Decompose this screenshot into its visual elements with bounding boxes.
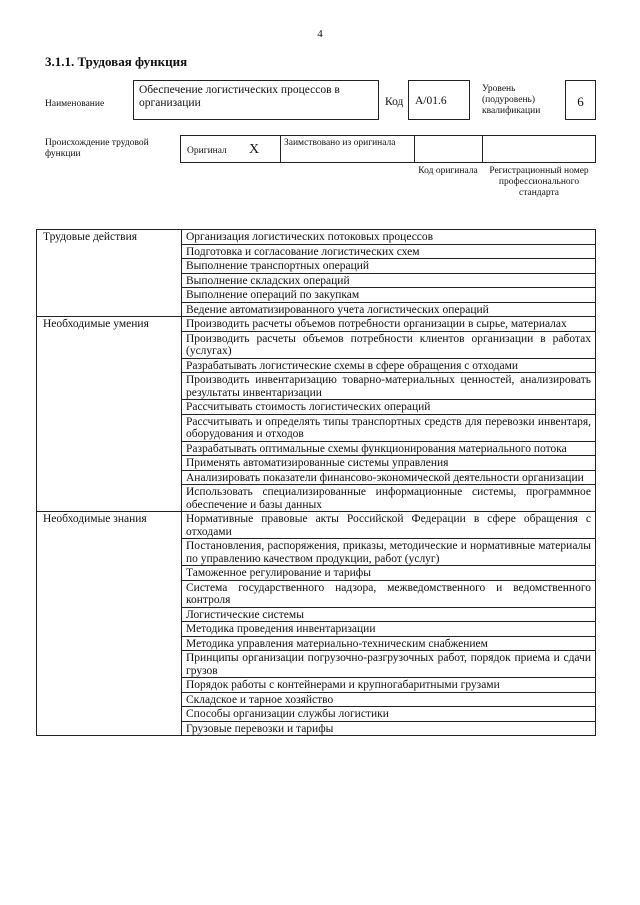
page-number: 4 xyxy=(317,28,323,40)
table-cell-item: Ведение автоматизированного учета логистических операций xyxy=(182,302,596,317)
code-box xyxy=(408,80,470,120)
code-label: Код xyxy=(385,96,404,108)
section-label: Необходимые знания xyxy=(37,512,182,736)
section-label: Необходимые умения xyxy=(37,317,182,512)
table-cell-item: Применять автоматизированные системы управления xyxy=(182,456,596,471)
level-value: 6 xyxy=(577,94,584,109)
origin-label: Происхождение трудовой функции xyxy=(45,138,149,159)
table-cell-item: Таможенное регулирование и тарифы xyxy=(182,566,596,581)
table-cell-item: Использовать специализированные информационные системы, программное обеспечение и базы данных xyxy=(182,485,596,512)
table-row xyxy=(37,317,596,332)
name-label: Наименование xyxy=(45,99,105,109)
table-cell-item: Производить расчеты объемов потребности клиентов организации в работах (услугах) xyxy=(182,331,596,358)
table-cell-item: Рассчитывать стоимость логистических операций xyxy=(182,400,596,415)
table-row xyxy=(37,512,596,539)
table-cell-item: Выполнение операций по закупкам xyxy=(182,288,596,303)
table-cell-item: Принципы организации погрузочно-разгрузочных работ, порядок приема и сдачи грузов xyxy=(182,651,596,678)
original-label: Оригинал xyxy=(187,146,227,156)
table-cell-item: Анализировать показатели финансово-экономической деятельности организации xyxy=(182,470,596,485)
table-cell-item: Разрабатывать логистические схемы в сфере обращения с отходами xyxy=(182,358,596,373)
table-cell-item: Постановления, распоряжения, приказы, методические и нормативные материалы по управлению качеством продукции, работ (услуг) xyxy=(182,539,596,566)
table-cell-item: Методика проведения инвентаризации xyxy=(182,622,596,637)
borrowed-label: Заимствовано из оригинала xyxy=(284,138,396,148)
table-cell-item: Логистические системы xyxy=(182,607,596,622)
level-label: Уровень (подуровень) квалификации xyxy=(482,84,541,116)
table-cell-item: Организация логистических потоковых процессов xyxy=(182,230,596,245)
section-label: Трудовые действия xyxy=(37,230,182,317)
origin-box xyxy=(180,135,596,163)
table-cell-item: Порядок работы с контейнерами и крупногабаритными грузами xyxy=(182,678,596,693)
table-cell-item: Складское и тарное хозяйство xyxy=(182,692,596,707)
level-box xyxy=(565,80,596,120)
code-value: А/01.6 xyxy=(415,95,447,107)
table-cell-item: Производить расчеты объемов потребности организации в сырье, материалах xyxy=(182,317,596,332)
function-name-box xyxy=(133,80,379,120)
table-cell-item: Грузовые перевозки и тарифы xyxy=(182,721,596,736)
table-cell-item: Нормативные правовые акты Российской Федерации в сфере обращения с отходами xyxy=(182,512,596,539)
section-title: 3.1.1. Трудовая функция xyxy=(45,54,188,69)
table-cell-item: Разрабатывать оптимальные схемы функционирования материального потока xyxy=(182,441,596,456)
table-cell-item: Система государственного надзора, межведомственного и ведомственного контроля xyxy=(182,580,596,607)
code-original-label: Код оригинала xyxy=(418,166,478,176)
original-mark: X xyxy=(249,142,260,157)
labor-function-table xyxy=(36,229,596,736)
table-cell-item: Рассчитывать и определять типы транспортных средств для перевозки инвентаря, оборудования и отходов xyxy=(182,414,596,441)
table-row xyxy=(37,230,596,245)
function-name: Обеспечение логистических процессов в организации xyxy=(139,84,340,109)
table-cell-item: Способы организации службы логистики xyxy=(182,707,596,722)
table-cell-item: Методика управления материально-техническим снабжением xyxy=(182,636,596,651)
table-cell-item: Подготовка и согласование логистических схем xyxy=(182,244,596,259)
table-cell-item: Выполнение складских операций xyxy=(182,273,596,288)
reg-number-label: Регистрационный номер профессионального стандарта xyxy=(489,166,589,198)
table-cell-item: Выполнение транспортных операций xyxy=(182,259,596,274)
table-cell-item: Производить инвентаризацию товарно-материальных ценностей, анализировать результаты инвентаризации xyxy=(182,373,596,400)
